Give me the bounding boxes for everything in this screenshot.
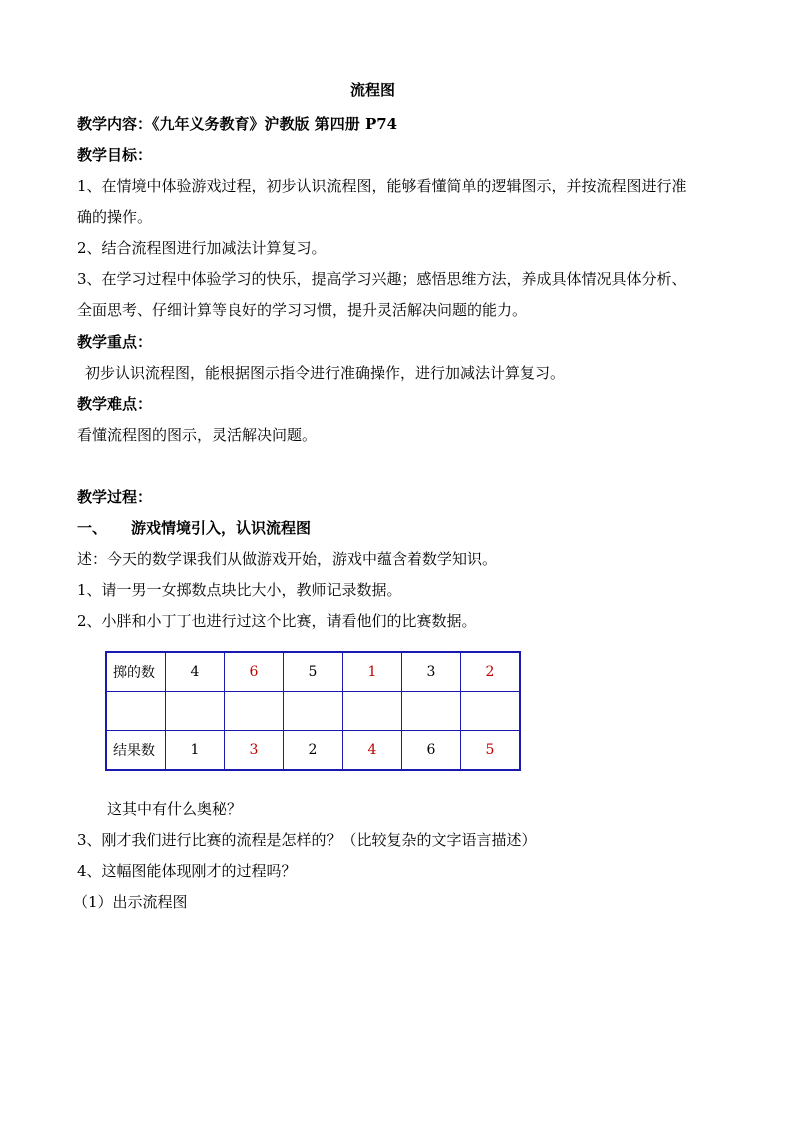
- table-cell: 4: [343, 731, 402, 771]
- goal-1-line-1: 1、在情境中体验游戏过程，初步认识流程图，能够看懂简单的逻辑图示，并按流程图进行准: [77, 177, 687, 195]
- key-label: 教学重点：: [77, 333, 153, 351]
- step-4: 4、这幅图能体现刚才的过程吗？: [77, 862, 297, 880]
- table-cell: [284, 692, 343, 731]
- row-header-empty: [106, 692, 166, 731]
- table-cell: [343, 692, 402, 731]
- step-3: 3、刚才我们进行比赛的流程是怎样的？（比较复杂的文字语言描述）: [77, 831, 537, 849]
- table-cell: 6: [225, 652, 284, 692]
- process-label: 教学过程：: [77, 488, 153, 506]
- step-4-sub: （1）出示流程图: [73, 893, 188, 911]
- content-label: 教学内容：《九年义务教育》沪教版 第四册 P74: [77, 115, 398, 133]
- table-cell: 3: [402, 652, 461, 692]
- goal-3-line-1: 3、在学习过程中体验学习的快乐，提高学习兴趣；感悟思维方法，养成具体情况具体分析、: [77, 270, 687, 288]
- table-cell: 3: [225, 731, 284, 771]
- intro-text: 述：今天的数学课我们从做游戏开始，游戏中蕴含着数学知识。: [77, 550, 498, 568]
- goal-2: 2、结合流程图进行加减法计算复习。: [77, 239, 327, 257]
- goal-3-line-2: 全面思考、仔细计算等良好的学习习惯，提升灵活解决问题的能力。: [77, 301, 528, 319]
- table-row: [106, 652, 520, 692]
- table-cell: 2: [284, 731, 343, 771]
- goals-label: 教学目标：: [77, 146, 153, 164]
- page-title: 流程图: [349, 81, 395, 99]
- table-cell: 1: [343, 652, 402, 692]
- step-1: 1、请一男一女掷数点块比大小，教师记录数据。: [77, 581, 402, 599]
- table-cell: [166, 692, 225, 731]
- table-cell: [461, 692, 521, 731]
- table-cell: 4: [166, 652, 225, 692]
- difficulty-text: 看懂流程图的图示，灵活解决问题。: [77, 426, 318, 444]
- question-text: 这其中有什么奥秘？: [107, 800, 243, 818]
- step-2: 2、小胖和小丁丁也进行过这个比赛，请看他们的比赛数据。: [77, 612, 477, 630]
- table-cell: 6: [402, 731, 461, 771]
- key-text: 初步认识流程图，能根据图示指令进行准确操作，进行加减法计算复习。: [85, 364, 566, 382]
- row-header-result: 结果数: [106, 731, 166, 771]
- difficulty-label: 教学难点：: [77, 395, 153, 413]
- table-cell: 5: [461, 731, 521, 771]
- table-row: [106, 731, 520, 771]
- section-1-number: 一、: [77, 519, 108, 537]
- goal-1-line-2: 确的操作。: [77, 208, 153, 226]
- section-1-title: 游戏情境引入，认识流程图: [131, 519, 312, 537]
- table-cell: 5: [284, 652, 343, 692]
- table-cell: 2: [461, 652, 521, 692]
- table-cell: [402, 692, 461, 731]
- row-header-thrown: 掷的数: [106, 652, 166, 692]
- score-table: [105, 651, 521, 771]
- table-row: [106, 692, 520, 731]
- table-cell: 1: [166, 731, 225, 771]
- table-cell: [225, 692, 284, 731]
